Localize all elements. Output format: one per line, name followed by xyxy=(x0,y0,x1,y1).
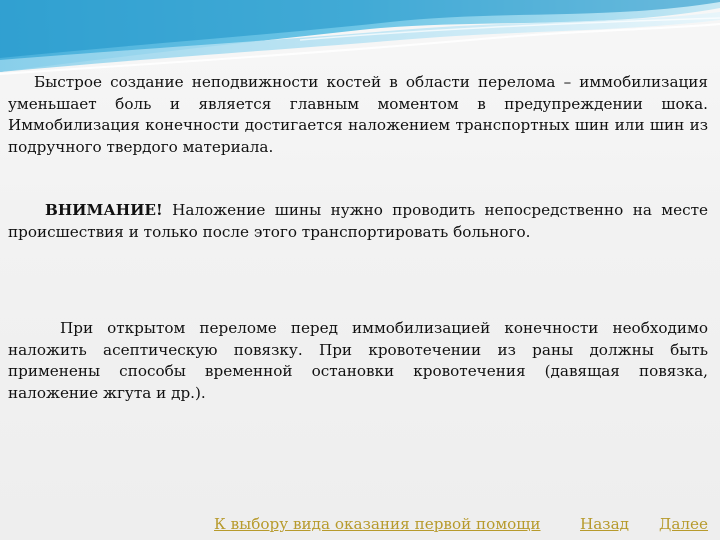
attention-label: ВНИМАНИЕ! xyxy=(45,201,163,219)
paragraph-attention xyxy=(8,200,708,243)
choose-aid-type-link[interactable]: К выбору вида оказания первой помощи xyxy=(214,515,541,533)
attention-text: Наложение шины нужно проводить непосредственно на месте происшествия и только после этого транспортировать больного. xyxy=(8,201,708,241)
paragraph-immobilization: Быстрое создание неподвижности костей в области перелома – иммобилизация уменьшает боль и является главным моментом в предупреждении шока. Иммобилизация конечности достигается наложением транспортных шин или шин из подручного твердого материала. xyxy=(8,73,708,156)
back-link[interactable]: Назад xyxy=(580,515,629,533)
next-link[interactable]: Далее xyxy=(659,515,709,533)
paragraph-open-fracture: При открытом переломе перед иммобилизацией конечности необходимо наложить асептическую повязку. При кровотечении из раны должны быть применены способы временной остановки кровотечения (давящая повязка, наложение жгута и др.). xyxy=(8,319,708,402)
